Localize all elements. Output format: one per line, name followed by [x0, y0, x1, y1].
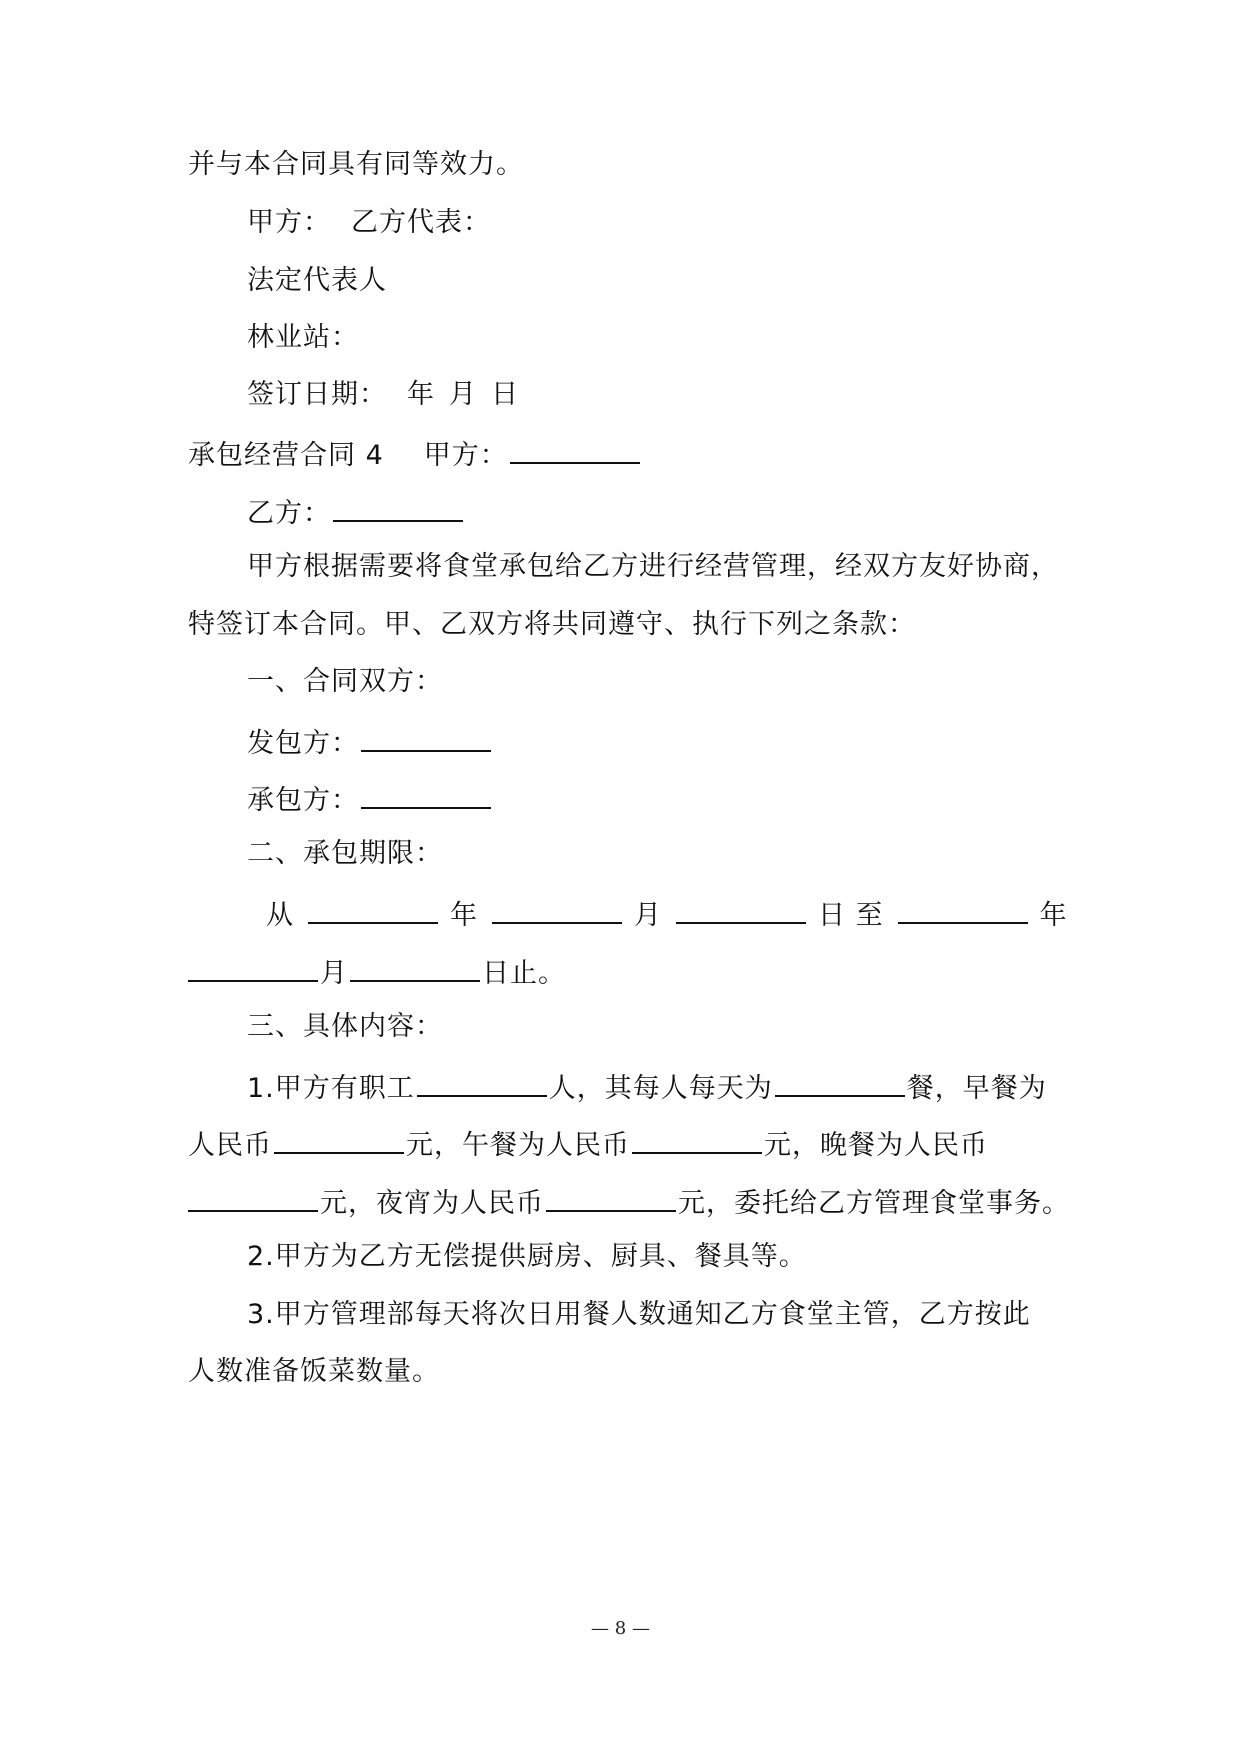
clause-line: [188, 1122, 1058, 1166]
text-span: 从: [266, 900, 294, 931]
page-number: — 8 —: [591, 1618, 650, 1639]
fill-in-blank: [546, 1180, 676, 1212]
text-span: 元，夜宵为人民币: [320, 1188, 544, 1219]
clause-heading: [247, 1007, 1117, 1047]
day-label: 日: [491, 379, 519, 410]
fill-in-blank: [274, 1122, 404, 1154]
text-span: 特签订本合同。甲、乙双方将共同遵守、执行下列之条款：: [188, 609, 916, 640]
signing-date-label: 签订日期：: [247, 379, 387, 410]
text-span: 元，委托给乙方管理食堂事务。: [678, 1188, 1070, 1219]
paragraph-line: [188, 605, 1058, 645]
fill-in-blank: [775, 1065, 905, 1097]
clause-heading: [247, 662, 1117, 702]
text-span: 人数准备饭菜数量。: [188, 1356, 440, 1387]
text-line: [247, 261, 1117, 301]
section-heading-line: [188, 432, 1058, 476]
signing-date-line: [247, 375, 1117, 415]
text-span: 甲方根据需要将食堂承包给乙方进行经营管理，经双方友好协商，: [247, 551, 1059, 582]
text-span: 餐，早餐为: [906, 1073, 1047, 1104]
text-span: 年: [1039, 900, 1068, 931]
clause-line: [188, 1180, 1070, 1224]
clause-heading: [247, 834, 1117, 874]
text-span: 月: [634, 900, 662, 931]
text-span: 三、具体内容：: [247, 1011, 443, 1042]
fill-in-blank: [510, 432, 640, 464]
text-span: 1.甲方有职工: [247, 1073, 415, 1104]
text-span: 日 至: [818, 900, 884, 931]
text-span: 二、承包期限：: [247, 838, 443, 869]
fill-in-blank: [632, 1122, 762, 1154]
term-line: [266, 892, 1068, 936]
text-line: [247, 490, 1117, 534]
clause-line: [247, 1065, 1117, 1109]
text-span: 一、合同双方：: [247, 666, 443, 697]
text-span: 年: [450, 900, 478, 931]
text-span: 月: [320, 958, 348, 989]
fill-in-blank: [361, 777, 491, 809]
clause-line: [247, 1295, 1117, 1335]
text-line: [247, 720, 1117, 764]
clause-line: [247, 1237, 1117, 1277]
contractor-label: 发包方：: [247, 728, 359, 759]
text-span: 人民币: [188, 1130, 272, 1161]
party-b-rep-label: 乙方代表：: [351, 207, 491, 238]
fill-in-blank: [492, 892, 622, 924]
text-span: 元，晚餐为人民币: [764, 1130, 988, 1161]
fill-in-blank: [333, 490, 463, 522]
paragraph-line: [247, 547, 1058, 587]
term-line: [188, 950, 1058, 994]
fill-in-blank: [188, 1180, 318, 1212]
text-span: 并与本合同具有同等效力。: [188, 149, 524, 180]
text-span: 日止。: [482, 958, 566, 989]
party-a-label: 甲方：: [423, 440, 508, 471]
fill-in-blank: [308, 892, 438, 924]
signature-line: [247, 203, 1117, 243]
legal-rep-label: 法定代表人: [247, 265, 387, 296]
text-line: [247, 777, 1117, 821]
text-line: [188, 145, 1058, 185]
year-label: 年: [407, 379, 435, 410]
text-line: [247, 318, 1117, 358]
fill-in-blank: [361, 720, 491, 752]
text-span: 2.甲方为乙方无偿提供厨房、厨具、餐具等。: [247, 1241, 807, 1272]
fill-in-blank: [898, 892, 1028, 924]
text-span: 元，午餐为人民币: [406, 1130, 630, 1161]
fill-in-blank: [188, 950, 318, 982]
clause-line: [188, 1352, 1058, 1392]
contractee-label: 承包方：: [247, 785, 359, 816]
fill-in-blank: [676, 892, 806, 924]
forestry-station-label: 林业站：: [247, 322, 359, 353]
month-label: 月: [449, 379, 477, 410]
party-a-label: 甲方：: [247, 207, 331, 238]
section-heading: 承包经营合同 4: [188, 440, 384, 471]
party-b-label: 乙方：: [247, 498, 331, 529]
text-span: 人，其每人每天为: [548, 1073, 773, 1104]
fill-in-blank: [350, 950, 480, 982]
fill-in-blank: [417, 1065, 547, 1097]
text-span: 3.甲方管理部每天将次日用餐人数通知乙方食堂主管，乙方按此: [247, 1299, 1031, 1330]
